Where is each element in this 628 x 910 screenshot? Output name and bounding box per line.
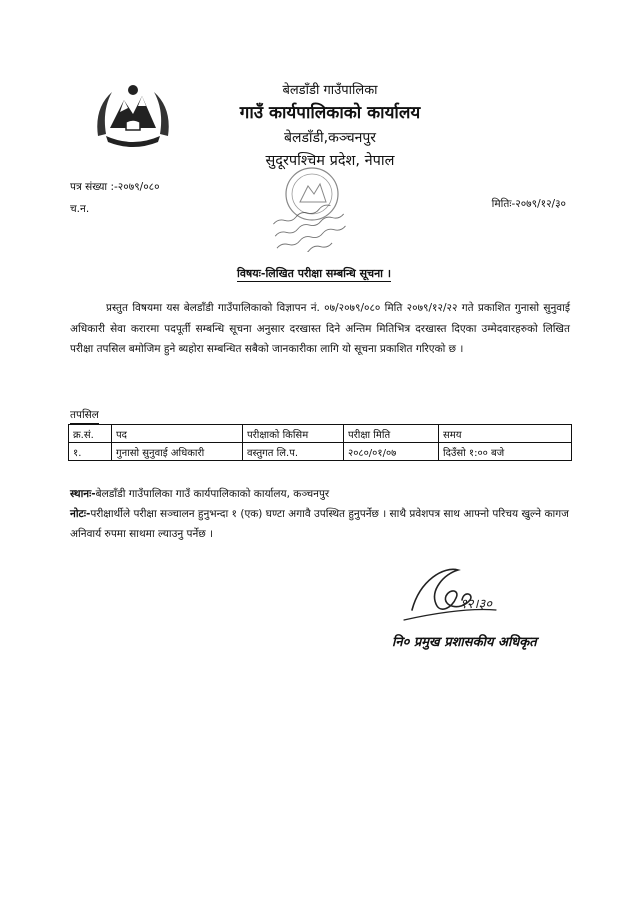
- cell-exam-type: वस्तुगत लि.प.: [243, 443, 344, 461]
- note-paragraph: [70, 504, 570, 544]
- header-time: समय: [439, 425, 572, 443]
- venue-text: बेलडाँडी गाउँपालिका गाउँ कार्यपालिकाको कार्यालय, कञ्चनपुर: [95, 488, 330, 500]
- municipality-name: बेलडाँडी गाउँपालिका: [282, 83, 378, 98]
- header-serial: क्र.सं.: [69, 425, 112, 443]
- subject-text: विषयः-लिखित परीक्षा सम्बन्धि सूचना ।: [236, 267, 392, 280]
- table-header-row: [69, 425, 572, 443]
- handwritten-signature-icon: [400, 560, 560, 626]
- table-row: [69, 443, 572, 461]
- note-label: नोटः-: [70, 508, 91, 520]
- office-name: गाउँ कार्यपालिकाको कार्यालय: [239, 103, 421, 123]
- dispatch-number: च.न.: [70, 203, 90, 215]
- subject-line: [0, 262, 628, 281]
- cell-serial: १.: [69, 443, 112, 461]
- note-text: परीक्षार्थीले परीक्षा सञ्चालन हुनुभन्दा १ (एक) घण्टा अगावै उपस्थित हुनुपर्नेछ । साथै प्रवेशपत्र साथ आफ्नो परिचय खुल्ने कागज अनिवार्य रुपमा साथमा ल्याउनु पर्नेछ ।: [70, 508, 569, 540]
- signature-date: १२।३०: [460, 597, 492, 612]
- venue-line: [70, 484, 570, 504]
- cell-time: दिउँसो १:०० बजे: [439, 443, 572, 461]
- header-post: पद: [112, 425, 243, 443]
- schedule-label: तपसिल: [70, 408, 99, 424]
- cell-post: गुनासो सुनुवाई अधिकारी: [112, 443, 243, 461]
- signatory-title: नि० प्रमुख प्रशासकीय अधिकृत: [392, 635, 537, 650]
- cell-exam-date: २०८०/०१/०७: [344, 443, 439, 461]
- letter-date: मितिः-२०७९/१२/३०: [491, 198, 566, 210]
- office-seal-icon: [252, 160, 372, 252]
- reference-number: पत्र संख्या :-२०७९/०८०: [70, 181, 160, 193]
- office-address: बेलडाँडी,कञ्चनपुर: [283, 130, 377, 146]
- header-exam-date: परीक्षा मिति: [344, 425, 439, 443]
- notice-body: प्रस्तुत विषयमा यस बेलडाँडी गाउँपालिकाको विज्ञापन नं. ०७/२०७९/०८० मिति २०७९/१२/२२ गते प्रकाशित गुनासो सुनुवाई अधिकारी सेवा करारमा पदपूर्ती सम्बन्धि सूचना अनुसार दरखास्त दिने अन्तिम मितिभित्र दरखास्त दिएका उम्मेदवारहरुको लिखित परीक्षा तपसिल बमोजिम हुने ब्यहोरा सम्बन्धित सबैको जानकारीका लागि यो सूचना प्रकाशित गरिएको छ ।: [70, 302, 570, 355]
- header-exam-type: परीक्षाको किसिम: [243, 425, 344, 443]
- exam-schedule-table: [68, 424, 572, 461]
- venue-label: स्थानः-: [70, 488, 96, 500]
- province-country: सुदूरपश्चिम प्रदेश, नेपाल: [265, 153, 395, 169]
